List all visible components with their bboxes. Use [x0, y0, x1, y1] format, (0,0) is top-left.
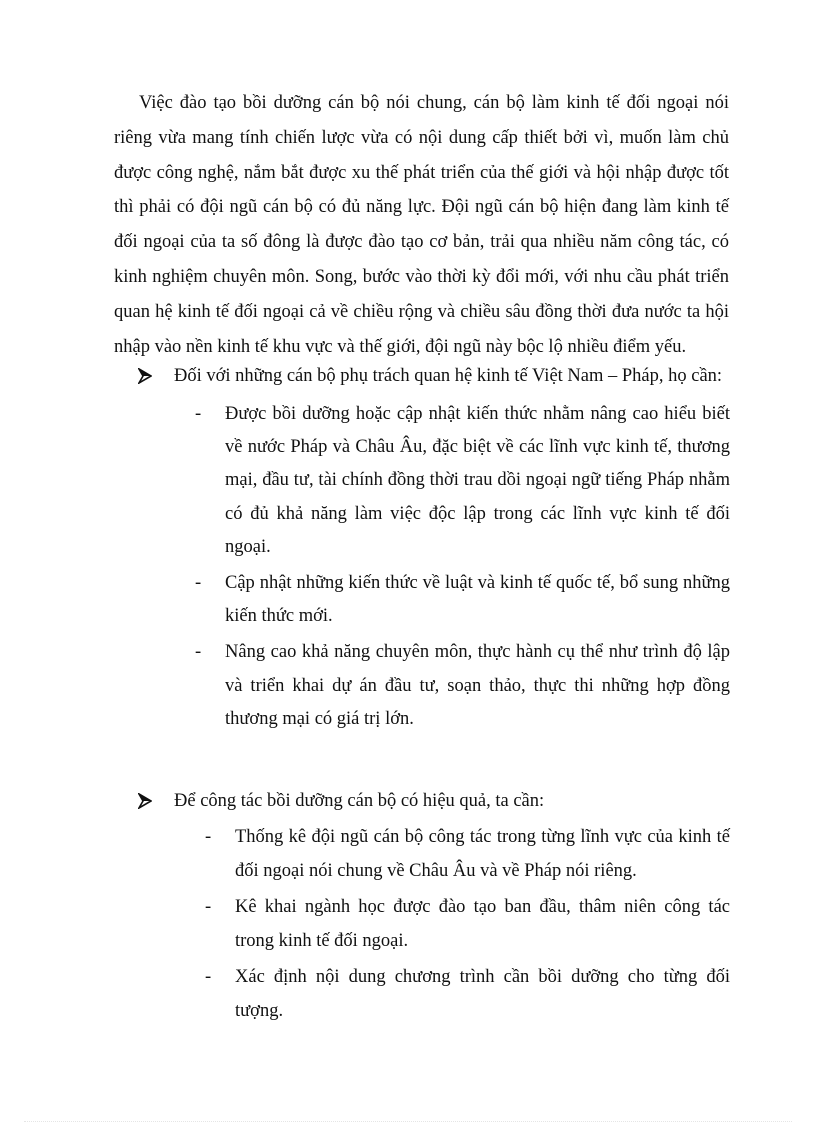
list-item-text: Được bồi dưỡng hoặc cập nhật kiến thức nhằm nâng cao hiểu biết về nước Pháp và Châu Âu, đặc biệt về các lĩnh vực kinh tế, thương mại, đầu tư, tài chính đồng thời trau dồi ngoại ngữ tiếng Pháp nhằm có đủ khả năng làm việc độc lập trong các lĩnh vực kinh tế đối ngoại.	[225, 404, 730, 557]
list-item-text: Kê khai ngành học được đào tạo ban đầu, thâm niên công tác trong kinh tế đối ngoại.	[235, 897, 730, 951]
bullet-heading-text: Đối với những cán bộ phụ trách quan hệ kinh tế Việt Nam – Pháp, họ cần:	[174, 366, 723, 386]
bullet-section-1	[138, 360, 730, 739]
sub-list	[205, 821, 730, 1028]
list-item	[205, 821, 730, 888]
list-item-text: Xác định nội dung chương trình cần bồi dưỡng cho từng đối tượng.	[235, 967, 730, 1021]
footer-dotted-rule	[24, 1121, 792, 1122]
list-item	[195, 636, 730, 736]
list-item-text: Thống kê đội ngũ cán bộ công tác trong từng lĩnh vực của kinh tế đối ngoại nói chung về Châu Âu và về Pháp nói riêng.	[235, 827, 730, 881]
dash-marker: -	[205, 967, 212, 987]
dash-marker: -	[195, 642, 202, 663]
list-item-text: Nâng cao khả năng chuyên môn, thực hành cụ thể như trình độ lập và triển khai dự án đầu tư, soạn thảo, thực thi những hợp đồng thương mại có giá trị lớn.	[225, 642, 730, 729]
dash-marker: -	[205, 897, 212, 917]
bullet-heading	[138, 360, 730, 392]
bullet-heading	[138, 785, 730, 817]
dash-marker: -	[195, 404, 202, 424]
dash-marker: -	[205, 827, 212, 847]
arrow-bullet-icon	[138, 785, 154, 817]
list-item	[195, 398, 730, 564]
list-item	[205, 891, 730, 958]
bullet-section-2	[138, 785, 730, 1031]
list-item	[205, 961, 730, 1028]
dash-marker: -	[195, 573, 202, 594]
bullet-heading-text: Để công tác bồi dưỡng cán bộ có hiệu quả, ta cần:	[174, 791, 545, 811]
sub-list	[195, 398, 730, 736]
intro-paragraph: Việc đào tạo bồi dưỡng cán bộ nói chung, cán bộ làm kinh tế đối ngoại nói riêng vừa mang tính chiến lược vừa có nội dung cấp thiết bởi vì, muốn làm chủ được công nghệ, nắm bắt được xu thế phát triển của thế giới và hội nhập được tốt thì phải có đội ngũ cán bộ có đủ năng lực. Đội ngũ cán bộ hiện đang làm kinh tế đối ngoại của ta số đông là được đào tạo cơ bản, trải qua nhiều năm công tác, có kinh nghiệm chuyên môn. Song, bước vào thời kỳ đổi mới, với nhu cầu phát triển quan hệ kinh tế đối ngoại cả về chiều rộng và chiều sâu đồng thời đưa nước ta hội nhập vào nền kinh tế khu vực và thế giới, đội ngũ này bộc lộ nhiều điểm yếu.	[114, 93, 729, 357]
arrow-bullet-icon	[138, 360, 154, 392]
list-item	[195, 567, 730, 633]
list-item-text: Cập nhật những kiến thức về luật và kinh tế quốc tế, bổ sung những kiến thức mới.	[225, 573, 730, 627]
